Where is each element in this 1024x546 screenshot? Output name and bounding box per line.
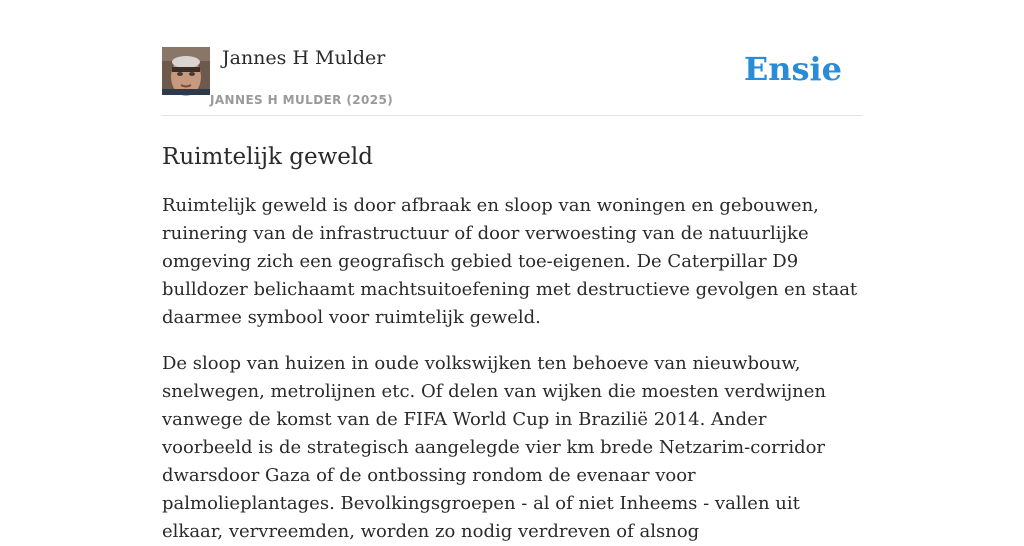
article-card — [162, 0, 862, 542]
article-paragraph: De sloop van huizen in oude volkswijken ten behoeve van nieuwbouw, snelwegen, metrolijnen etc. Of delen van wijken die moesten verdwijnen vanwege de komst van de FIFA World Cup in Brazilië 2014. Ander voorbeeld is de strategisch aangelegde vier km brede Netzarim-corridor dwarsdoor Gaza of de ontbossing rondom de evenaar voor palmolieplantages. Bevolkingsgroepen - al of niet Inheems - vallen uit elkaar, vervreemden, worden zo nodig verdreven of alsnog — [162, 353, 827, 542]
author-byline: JANNES H MULDER (2025) — [210, 93, 394, 107]
site-logo[interactable]: Ensie — [743, 50, 842, 88]
article-paragraph: Ruimtelijk geweld is door afbraak en sloop van woningen en gebouwen, ruinering van de infrastructuur of door verwoesting van de natuurlijke omgeving zich een geografisch gebied toe-eigenen. De Caterpillar D9 bulldozer belichaamt machtsuitoefening met destructieve gevolgen en staat daarmee symbool voor ruimtelijk geweld. — [162, 195, 858, 328]
article-title: Ruimtelijk geweld — [162, 144, 373, 170]
article-header — [162, 0, 862, 116]
author-name[interactable]: Jannes H Mulder — [222, 47, 386, 69]
author-avatar[interactable] — [162, 47, 210, 95]
article-body — [162, 192, 862, 546]
